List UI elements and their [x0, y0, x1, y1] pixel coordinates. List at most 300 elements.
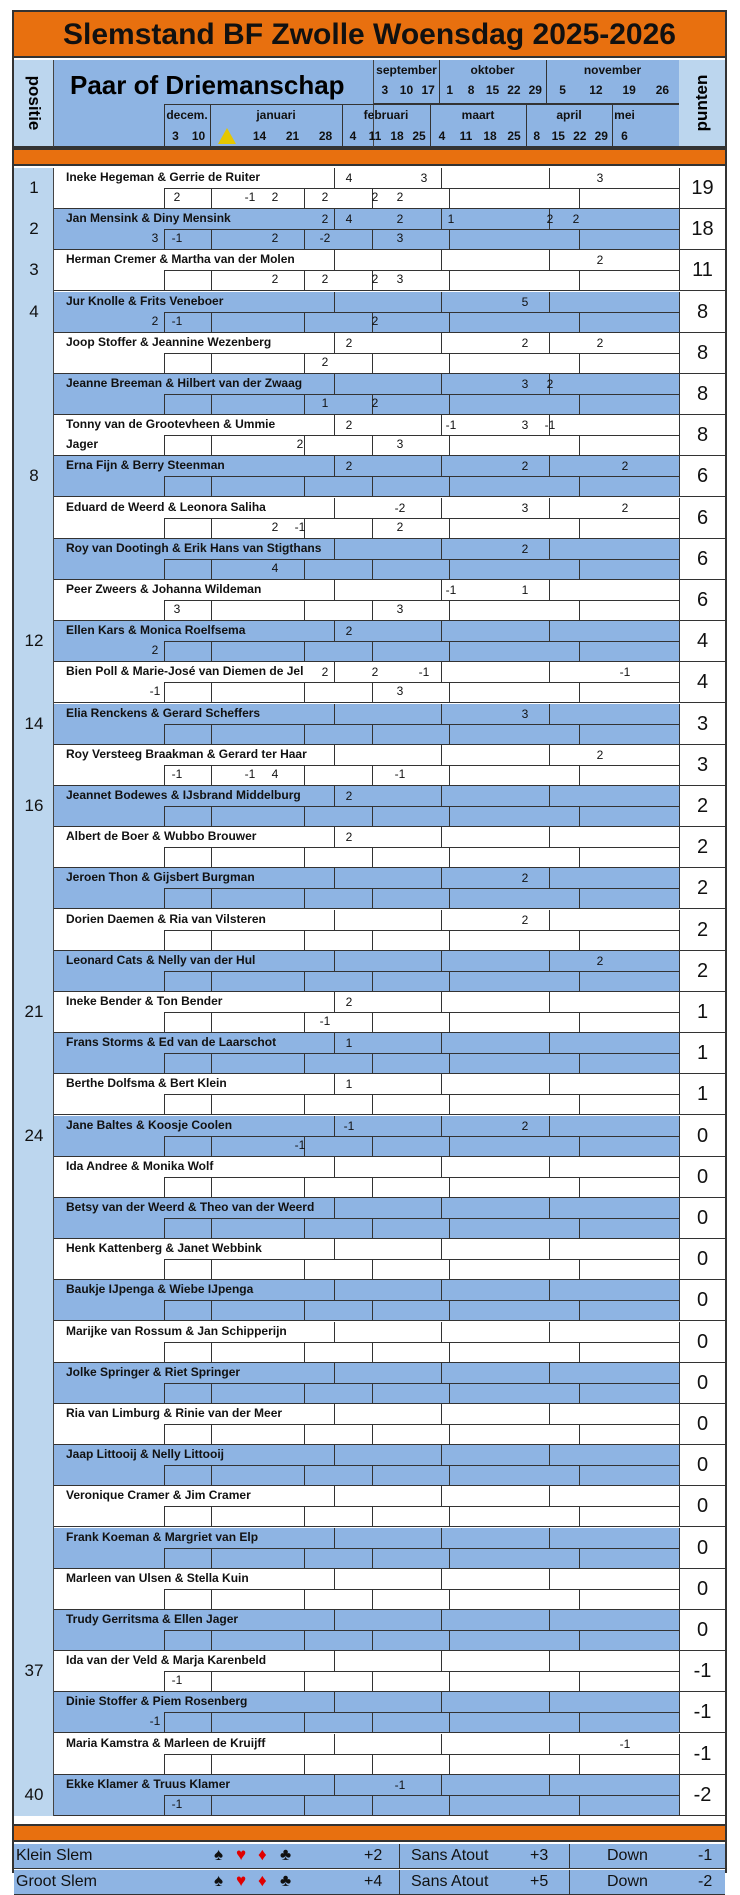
table-row [54, 209, 725, 250]
points-value: 0 [679, 1280, 725, 1320]
cell-divider [211, 930, 212, 950]
table-row [54, 992, 725, 1033]
table-row [54, 333, 725, 374]
cell-divider [549, 1528, 550, 1548]
cell-divider [304, 1300, 305, 1320]
score-value: 1 [447, 212, 455, 227]
points-value: 4 [679, 621, 725, 661]
cell-divider [304, 847, 305, 867]
position-number: 3 [29, 260, 39, 280]
table-row [54, 498, 725, 539]
pair-name: Jolke Springer & Riet Springer [66, 1364, 241, 1379]
cell-divider [334, 1486, 335, 1506]
points-value: 0 [679, 1116, 725, 1156]
cell-divider [211, 888, 212, 908]
score-value: 3 [521, 500, 529, 515]
cell-divider [372, 1795, 373, 1815]
points-value: 0 [679, 1157, 725, 1197]
pair-name: Dorien Daemen & Ria van Vilsteren [66, 911, 266, 926]
legend-label: Klein Slem [16, 1847, 93, 1864]
cell-divider [164, 600, 165, 620]
score-value: 1 [521, 583, 529, 597]
header-divider [164, 104, 679, 105]
cell-divider [579, 353, 580, 373]
cell-divider [164, 1012, 165, 1032]
cell-divider [549, 704, 550, 724]
row-midline [164, 1712, 679, 1713]
cell-divider [334, 951, 335, 971]
month-label: maart [461, 108, 495, 122]
cell-divider [211, 1177, 212, 1197]
points-value: 4 [679, 662, 725, 702]
club-icon: ♣ [280, 1845, 292, 1864]
cell-divider [549, 827, 550, 847]
cell-divider [334, 1404, 335, 1424]
points-value: 6 [679, 498, 725, 538]
row-midline [164, 1012, 679, 1013]
date-label: 11 [368, 129, 382, 143]
cell-divider [372, 229, 373, 249]
table-row [54, 704, 725, 745]
cell-divider [304, 1177, 305, 1197]
spade-icon: ♠ [214, 1845, 224, 1864]
cell-divider [164, 518, 165, 538]
points-value: 2 [679, 910, 725, 950]
cell-divider [549, 868, 550, 888]
month-divider [526, 104, 527, 148]
cell-divider [372, 1094, 373, 1114]
position-number: 8 [29, 466, 39, 486]
date-label: 28 [318, 129, 333, 143]
cell-divider [549, 456, 550, 476]
cell-divider [449, 518, 450, 538]
cell-divider [579, 1053, 580, 1073]
cell-divider [211, 1589, 212, 1609]
cell-divider [164, 1053, 165, 1073]
row-midline [164, 559, 679, 560]
cell-divider [304, 1795, 305, 1815]
cell-divider [211, 1630, 212, 1650]
row-midline [164, 1424, 679, 1425]
pair-name: Jur Knolle & Frits Veneboer [66, 293, 224, 308]
cell-divider [579, 765, 580, 785]
cell-divider [579, 1300, 580, 1320]
month-divider [164, 104, 165, 148]
points-value: -1 [679, 1692, 725, 1732]
pair-name: Erna Fijn & Berry Steenman [66, 458, 225, 473]
cell-divider [334, 1775, 335, 1795]
cell-divider [304, 1754, 305, 1774]
cell-divider [304, 971, 305, 991]
position-number: 4 [29, 301, 39, 321]
cell-divider [449, 476, 450, 496]
points-value: 0 [679, 1486, 725, 1526]
cell-divider [304, 559, 305, 579]
cell-divider [372, 1218, 373, 1238]
date-label: 3 [381, 83, 389, 97]
pair-name: Frans Storms & Ed van de Laarschot [66, 1035, 277, 1050]
heart-icon: ♥ [236, 1845, 247, 1864]
cell-divider [449, 1094, 450, 1114]
cell-divider [211, 724, 212, 744]
sans-points: +5 [530, 1873, 549, 1890]
cell-divider [549, 1775, 550, 1795]
cell-divider [372, 1630, 373, 1650]
score-value: 3 [396, 602, 404, 616]
table-row [54, 1528, 725, 1569]
cell-divider [304, 1094, 305, 1114]
cell-divider [211, 1465, 212, 1485]
cell-divider [579, 435, 580, 455]
legend-row [14, 1870, 725, 1895]
cell-divider [372, 1548, 373, 1568]
score-value: 2 [345, 335, 353, 350]
month-label: oktober [470, 63, 515, 77]
cell-divider [304, 1012, 305, 1032]
date-label: 29 [528, 83, 542, 97]
table-row [54, 292, 725, 333]
score-value: 2 [546, 377, 554, 391]
cell-divider [334, 1116, 335, 1136]
table-row [54, 951, 725, 992]
month-label: decem. [166, 108, 208, 122]
pair-name: Ida van der Veld & Marja Karenbeld [66, 1653, 267, 1668]
cell-divider [372, 1671, 373, 1691]
cell-divider [579, 188, 580, 208]
cell-divider [579, 1424, 580, 1444]
cell-divider [304, 1506, 305, 1526]
cell-divider [449, 1795, 450, 1815]
table-row [54, 1651, 725, 1692]
row-midline [164, 1342, 679, 1343]
cell-divider [164, 1300, 165, 1320]
cell-divider [549, 1157, 550, 1177]
cell-divider [334, 168, 335, 188]
row-midline [164, 847, 679, 848]
position-number: 16 [24, 796, 44, 815]
table-row [54, 910, 725, 951]
score-value: 4 [271, 560, 279, 575]
points-value: 2 [679, 951, 725, 991]
row-midline [164, 1300, 679, 1301]
score-value: 3 [521, 377, 529, 391]
table-row [54, 1486, 725, 1527]
score-value: 2 [371, 272, 379, 287]
score-value: 2 [596, 335, 604, 350]
score-value: -1 [394, 1777, 406, 1792]
pair-name: Jane Baltes & Koosje Coolen [66, 1117, 233, 1132]
points-value: 0 [679, 1322, 725, 1362]
cell-divider [441, 1692, 442, 1712]
cell-divider [164, 1342, 165, 1362]
score-value: 3 [396, 272, 404, 287]
cell-divider [211, 806, 212, 826]
cell-divider [549, 539, 550, 559]
pair-name: Henk Kattenberg & Janet Webbink [66, 1241, 262, 1256]
cell-divider [164, 353, 165, 373]
row-midline [164, 1177, 679, 1178]
score-value: -1 [343, 1118, 355, 1133]
cell-divider [211, 559, 212, 579]
cell-divider [441, 292, 442, 312]
cell-divider [549, 1033, 550, 1053]
cell-divider [449, 1342, 450, 1362]
cell-divider [211, 1012, 212, 1032]
row-midline [164, 394, 679, 395]
cell-divider [549, 1445, 550, 1465]
row-midline [164, 1754, 679, 1755]
table-row [54, 1198, 725, 1239]
cell-divider [372, 559, 373, 579]
cell-divider [449, 1506, 450, 1526]
date-label: 26 [655, 83, 670, 97]
cell-divider [211, 312, 212, 332]
score-value: -1 [171, 1796, 183, 1811]
cell-divider [441, 621, 442, 641]
cell-divider [579, 600, 580, 620]
score-value: -1 [171, 766, 183, 781]
cell-divider [304, 1259, 305, 1279]
score-value: 2 [321, 272, 329, 287]
date-label: 6 [621, 129, 628, 143]
table-row [54, 1157, 725, 1198]
cell-divider [334, 1569, 335, 1589]
cell-divider [164, 1136, 165, 1156]
month-label: september [376, 63, 437, 77]
cell-divider [579, 724, 580, 744]
cell-divider [164, 1465, 165, 1485]
cell-divider [304, 1383, 305, 1403]
cell-divider [579, 229, 580, 249]
cell-divider [211, 641, 212, 661]
cell-divider [449, 1630, 450, 1650]
date-label: 15 [485, 83, 500, 97]
cell-divider [372, 1424, 373, 1444]
cell-divider [549, 580, 550, 600]
date-label: 8 [467, 83, 475, 97]
pair-name: Frank Koeman & Margriet van Elp [66, 1529, 259, 1544]
pair-name: Trudy Gerritsma & Ellen Jager [66, 1612, 239, 1626]
cell-divider [579, 394, 580, 414]
cell-divider [304, 1548, 305, 1568]
score-value: -1 [294, 1137, 306, 1152]
position-number: 21 [24, 1002, 44, 1021]
pair-header: Paar of Driemanschap [54, 60, 374, 148]
table-row [54, 1033, 725, 1074]
row-midline [164, 1506, 679, 1507]
heart-icon: ♥ [236, 1871, 247, 1890]
points-value: -2 [679, 1775, 725, 1815]
table-row [54, 1239, 725, 1280]
cell-divider [549, 1074, 550, 1094]
points-value: 1 [679, 1074, 725, 1114]
cell-divider [334, 1157, 335, 1177]
score-value: 1 [345, 1077, 353, 1092]
cell-divider [441, 868, 442, 888]
score-value: -1 [294, 519, 306, 534]
points-value: 8 [679, 415, 725, 455]
cell-divider [304, 930, 305, 950]
cell-divider [449, 1136, 450, 1156]
date-label: 1 [446, 83, 454, 97]
cell-divider [304, 1465, 305, 1485]
cell-divider [334, 1692, 335, 1712]
cell-divider [211, 476, 212, 496]
cell-divider [372, 1012, 373, 1032]
cell-divider [334, 333, 335, 353]
score-value: 2 [621, 459, 629, 474]
cell-divider [164, 724, 165, 744]
score-value: 2 [596, 747, 604, 762]
score-value: 2 [271, 190, 279, 204]
cell-divider [549, 1692, 550, 1712]
cell-divider [579, 1383, 580, 1403]
cell-divider [334, 415, 335, 435]
cell-divider [334, 868, 335, 888]
points-value: 0 [679, 1198, 725, 1238]
cell-divider [449, 682, 450, 702]
pair-name: Jeroen Thon & Gijsbert Burgman [66, 870, 255, 885]
cell-divider [579, 641, 580, 661]
cell-divider [441, 1775, 442, 1795]
score-value: 2 [345, 830, 353, 845]
pair-name: Ida Andree & Monika Wolf [66, 1158, 214, 1173]
date-label: 15 [551, 129, 565, 143]
score-value: -1 [445, 583, 457, 597]
cell-divider [164, 394, 165, 414]
cell-divider [449, 1754, 450, 1774]
sans-label: Sans Atout [411, 1873, 489, 1890]
cell-divider [334, 910, 335, 930]
score-value: -1 [544, 418, 556, 433]
cell-divider [372, 435, 373, 455]
cell-divider [549, 1610, 550, 1630]
cell-divider [579, 1259, 580, 1279]
cell-divider [164, 435, 165, 455]
date-label: 10 [191, 129, 206, 143]
score-value: 1 [321, 396, 329, 410]
cell-divider [164, 1259, 165, 1279]
score-value: 2 [521, 335, 529, 350]
cell-divider [441, 827, 442, 847]
points-value: 8 [679, 333, 725, 373]
cell-divider [372, 1177, 373, 1197]
points-value: 3 [679, 704, 725, 744]
cell-divider [211, 1259, 212, 1279]
points-value: 8 [679, 292, 725, 332]
cell-divider [441, 704, 442, 724]
pair-name: Bien Poll & Marie-José van Diemen de Jel [66, 664, 304, 679]
table-row [54, 786, 725, 827]
score-value: -1 [619, 1736, 631, 1751]
legend-divider [569, 1870, 570, 1895]
pair-name: Dinie Stoffer & Piem Rosenberg [66, 1694, 248, 1709]
table-row [54, 1116, 725, 1157]
cell-divider [334, 745, 335, 765]
points-value: 2 [679, 827, 725, 867]
cell-divider [441, 1445, 442, 1465]
cell-divider [211, 1094, 212, 1114]
cell-divider [372, 1259, 373, 1279]
cell-divider [372, 971, 373, 991]
table-row [54, 1610, 725, 1651]
cell-divider [579, 1177, 580, 1197]
cell-divider [441, 951, 442, 971]
cell-divider [164, 476, 165, 496]
cell-divider [579, 1094, 580, 1114]
score-value: -1 [149, 1714, 161, 1729]
cell-divider [211, 1548, 212, 1568]
cell-divider [211, 188, 212, 208]
cell-divider [304, 600, 305, 620]
cell-divider [211, 435, 212, 455]
legend-divider [399, 1870, 400, 1895]
cell-divider [372, 1506, 373, 1526]
row-midline [164, 765, 679, 766]
row-midline [164, 930, 679, 931]
table-row [54, 1569, 725, 1610]
month-label: april [556, 108, 582, 122]
cell-divider [441, 1528, 442, 1548]
score-value: -1 [418, 665, 430, 680]
cell-divider [304, 1342, 305, 1362]
cell-divider [449, 312, 450, 332]
score-value: -1 [244, 766, 256, 781]
score-value: 3 [396, 684, 404, 699]
page-title: Slemstand BF Zwolle Woensdag 2025-2026 [14, 12, 725, 58]
cell-divider [579, 1754, 580, 1774]
cell-divider [211, 229, 212, 249]
cell-divider [441, 1610, 442, 1630]
cell-divider [579, 1465, 580, 1485]
cell-divider [304, 1218, 305, 1238]
pair-name: Ellen Kars & Monica Roelfsema [66, 623, 246, 638]
score-value: 2 [151, 643, 159, 658]
cell-divider [304, 188, 305, 208]
cell-divider [579, 682, 580, 702]
diamond-icon: ♦ [258, 1871, 267, 1890]
score-value: 2 [371, 190, 379, 204]
table-row [54, 580, 725, 621]
pair-name: Veronique Cramer & Jim Cramer [66, 1488, 251, 1503]
cell-divider [334, 1363, 335, 1383]
cell-divider [441, 1569, 442, 1589]
cell-divider [334, 374, 335, 394]
date-label: 4 [349, 129, 357, 143]
cell-divider [372, 930, 373, 950]
score-value: 2 [521, 541, 529, 556]
cell-divider [441, 333, 442, 353]
date-label: 11 [459, 129, 473, 143]
score-value: 4 [345, 212, 353, 227]
score-value: 2 [321, 190, 329, 204]
cell-divider [304, 806, 305, 826]
position-number: 37 [24, 1661, 44, 1681]
score-value: 2 [371, 396, 379, 410]
score-value: -2 [319, 231, 331, 246]
cell-divider [164, 270, 165, 290]
cell-divider [449, 971, 450, 991]
row-midline [164, 188, 679, 189]
diamond-icon: ♦ [258, 1845, 267, 1864]
cell-divider [579, 1795, 580, 1815]
table-row [54, 1363, 725, 1404]
cell-divider [579, 1506, 580, 1526]
row-midline [164, 1548, 679, 1549]
legend-label: Groot Slem [16, 1873, 97, 1890]
row-midline [164, 435, 679, 436]
score-value: 3 [420, 171, 428, 185]
